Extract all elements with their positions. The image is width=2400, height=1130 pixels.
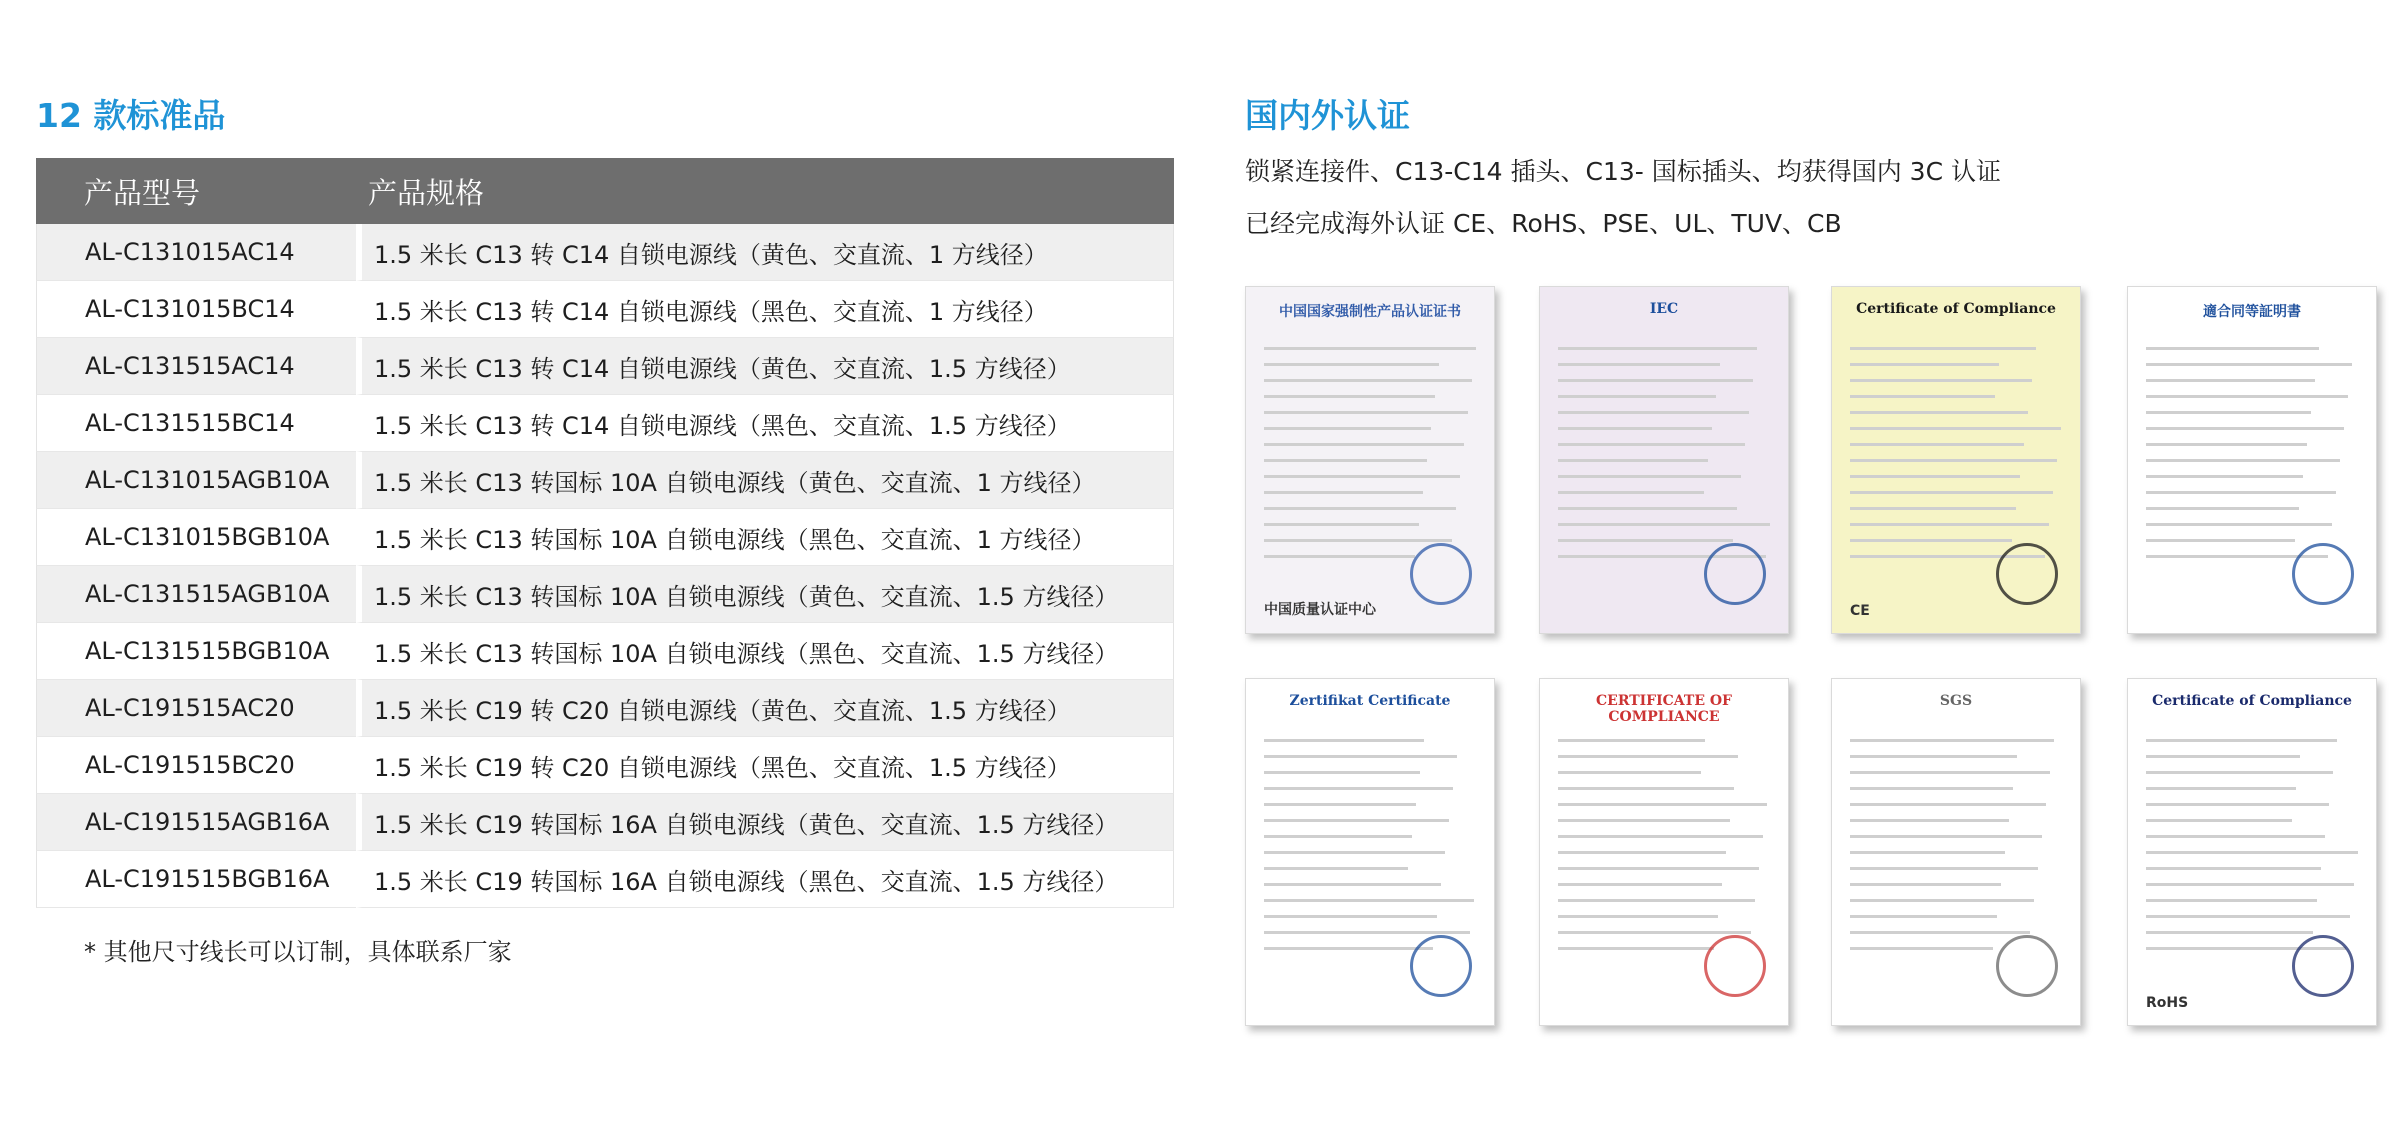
- certificate-text-line: [1558, 523, 1770, 526]
- certificate-text-line: [1850, 507, 2016, 510]
- certificate-text-line: [1850, 363, 1999, 366]
- table-row: [36, 623, 1174, 680]
- certificate-text-line: [1264, 363, 1439, 366]
- certificate-text-line: [1850, 379, 2032, 382]
- certificate-text-line: [1558, 411, 1749, 414]
- certificate-text-line: [2146, 819, 2292, 822]
- certificate-seal-icon: [1410, 543, 1472, 605]
- certificate-heading: 中国国家强制性产品认证证书: [1279, 304, 1461, 320]
- certificate-text-line: [2146, 931, 2313, 934]
- product-model-cell: AL-C191515BGB16A: [36, 851, 356, 908]
- iec-cb-certificate: [1539, 286, 1789, 634]
- certificate-text-line: [1264, 851, 1445, 854]
- table-row: [36, 395, 1174, 452]
- certificate-text-line: [1264, 883, 1441, 886]
- certificate-seal-icon: [2292, 543, 2354, 605]
- certificate-text-line: [1264, 427, 1431, 430]
- footnote: * 其他尺寸线长可以订制，具体联系厂家: [84, 938, 512, 966]
- product-spec-cell: 1.5 米长 C13 转国标 10A 自锁电源线（黄色、交直流、1.5 方线径）: [356, 566, 1174, 623]
- certificate-text-line: [1558, 475, 1741, 478]
- pse-certificate: [2127, 286, 2377, 634]
- product-spec-cell: 1.5 米长 C13 转 C14 自锁电源线（黑色、交直流、1.5 方线径）: [356, 395, 1174, 452]
- certificate-text-line: [1264, 803, 1416, 806]
- table-row: [36, 851, 1174, 908]
- certificate-footer: 中国质量认证中心: [1264, 602, 1376, 618]
- certificate-text-line: [2146, 459, 2340, 462]
- certificate-text-line: [1558, 443, 1745, 446]
- product-model-cell: AL-C131515BGB10A: [36, 623, 356, 680]
- certificate-text-line: [1558, 755, 1738, 758]
- table-row: [36, 452, 1174, 509]
- certificate-text-line: [1264, 523, 1419, 526]
- certificate-text-line: [1264, 491, 1423, 494]
- certificate-text-line: [1558, 915, 1718, 918]
- certificate-seal-icon: [1704, 935, 1766, 997]
- certificate-seal-icon: [1996, 543, 2058, 605]
- product-spec-cell: 1.5 米长 C19 转 C20 自锁电源线（黄色、交直流、1.5 方线径）: [356, 680, 1174, 737]
- certificate-text-line: [1850, 787, 2013, 790]
- certificate-text-line: [2146, 363, 2352, 366]
- sgs-rohs-certificate: [1831, 678, 2081, 1026]
- ccc-certificate: [1245, 286, 1495, 634]
- certificate-text-line: [2146, 347, 2319, 350]
- description-line-1: 锁紧连接件、C13-C14 插头、C13- 国标插头、均获得国内 3C 认证: [1245, 157, 2001, 186]
- certificate-text-line: [2146, 771, 2333, 774]
- certificate-text-line: [1264, 947, 1433, 950]
- certificate-text-line: [1558, 787, 1734, 790]
- certificate-text-line: [1264, 507, 1456, 510]
- certificate-text-line: [1558, 427, 1712, 430]
- certificate-text-line: [1850, 427, 2061, 430]
- certificate-text-line: [2146, 395, 2348, 398]
- rohs-certificate: [2127, 678, 2377, 1026]
- certificate-text-line: [1850, 915, 1997, 918]
- certificate-footer: CE: [1850, 603, 1870, 619]
- section-title: 国内外认证: [1245, 96, 1410, 135]
- product-spec-cell: 1.5 米长 C13 转国标 10A 自锁电源线（黑色、交直流、1.5 方线径）: [356, 623, 1174, 680]
- certificate-text-line: [1850, 347, 2036, 350]
- product-model-cell: AL-C131515AGB10A: [36, 566, 356, 623]
- certificate-text-line: [1850, 459, 2057, 462]
- bst-ce-certificate: [1831, 286, 2081, 634]
- standard-products-section: [36, 96, 1174, 967]
- certificate-text-line: [2146, 523, 2332, 526]
- certificate-text-line: [1558, 459, 1708, 462]
- product-model-cell: AL-C131015AC14: [36, 224, 356, 281]
- certificate-text-line: [1558, 803, 1767, 806]
- certificate-text-line: [1850, 931, 2030, 934]
- certificate-seal-icon: [2292, 935, 2354, 997]
- product-spec-cell: 1.5 米长 C19 转国标 16A 自锁电源线（黄色、交直流、1.5 方线径）: [356, 794, 1174, 851]
- table-header-row: [36, 158, 1174, 224]
- certificate-text-line: [1850, 755, 2017, 758]
- certificate-text-line: [2146, 491, 2336, 494]
- certificate-text-line: [1850, 819, 2009, 822]
- certificate-text-line: [1264, 771, 1420, 774]
- certificate-text-line: [1264, 475, 1460, 478]
- table-row: [36, 794, 1174, 851]
- certificate-text-line: [1558, 491, 1704, 494]
- certificate-heading: CERTIFICATE OF COMPLIANCE: [1596, 693, 1732, 725]
- table-row: [36, 281, 1174, 338]
- certificate-heading: Certificate of Compliance: [2152, 693, 2352, 709]
- table-row: [36, 680, 1174, 737]
- certificate-heading: Zertifikat Certificate: [1289, 693, 1451, 709]
- certificate-heading: 適合同等証明書: [2203, 304, 2301, 320]
- certificate-text-line: [2146, 915, 2350, 918]
- certificate-text-line: [1264, 899, 1474, 902]
- certificate-text-line: [1264, 411, 1468, 414]
- certificate-text-line: [1264, 819, 1449, 822]
- product-model-cell: AL-C191515AGB16A: [36, 794, 356, 851]
- product-spec-cell: 1.5 米长 C13 转国标 10A 自锁电源线（黑色、交直流、1 方线径）: [356, 509, 1174, 566]
- product-spec-cell: 1.5 米长 C13 转 C14 自锁电源线（黄色、交直流、1 方线径）: [356, 224, 1174, 281]
- certificate-text-line: [1264, 739, 1424, 742]
- certificate-text-line: [2146, 411, 2311, 414]
- certificate-heading: Certificate of Compliance: [1856, 301, 2056, 317]
- certificate-text-line: [1264, 915, 1437, 918]
- certificate-text-line: [2146, 427, 2344, 430]
- certificate-text-line: [1264, 539, 1452, 542]
- certificate-text-line: [2146, 379, 2315, 382]
- certificate-text-line: [2146, 787, 2296, 790]
- certificate-text-line: [1558, 379, 1753, 382]
- certificate-heading: IEC: [1649, 301, 1679, 317]
- product-spec-table: [36, 158, 1174, 908]
- certificate-text-line: [1850, 899, 2034, 902]
- certificate-text-line: [1850, 835, 2042, 838]
- certificate-text-line: [1264, 755, 1457, 758]
- section-title: 12 款标准品: [36, 96, 226, 135]
- product-spec-cell: 1.5 米长 C13 转国标 10A 自锁电源线（黄色、交直流、1 方线径）: [356, 452, 1174, 509]
- product-model-cell: AL-C191515BC20: [36, 737, 356, 794]
- certificate-text-line: [1558, 539, 1733, 542]
- table-row: [36, 224, 1174, 281]
- certificate-text-line: [1558, 347, 1757, 350]
- product-spec-cell: 1.5 米长 C13 转 C14 自锁电源线（黄色、交直流、1.5 方线径）: [356, 338, 1174, 395]
- description-line-2: 已经完成海外认证 CE、RoHS、PSE、UL、TUV、CB: [1245, 209, 1842, 238]
- table-row: [36, 737, 1174, 794]
- tuv-certificate: [1245, 678, 1495, 1026]
- certificate-text-line: [1558, 835, 1763, 838]
- certificate-text-line: [1558, 867, 1759, 870]
- certificate-text-line: [2146, 835, 2325, 838]
- certificate-text-line: [1850, 771, 2050, 774]
- product-spec-cell: 1.5 米长 C13 转 C14 自锁电源线（黑色、交直流、1 方线径）: [356, 281, 1174, 338]
- certificate-text-line: [2146, 883, 2354, 886]
- certificate-seal-icon: [1410, 935, 1472, 997]
- certificate-text-line: [1558, 771, 1701, 774]
- product-spec-cell: 1.5 米长 C19 转国标 16A 自锁电源线（黑色、交直流、1.5 方线径）: [356, 851, 1174, 908]
- certificate-text-line: [1558, 395, 1716, 398]
- certificate-text-line: [2146, 755, 2300, 758]
- certificate-seal-icon: [1996, 935, 2058, 997]
- certificate-text-line: [1558, 739, 1705, 742]
- certificate-text-line: [1264, 443, 1464, 446]
- certificate-footer: RoHS: [2146, 995, 2189, 1011]
- certificate-text-line: [2146, 507, 2299, 510]
- certificate-text-line: [1264, 459, 1427, 462]
- certificate-text-line: [1850, 947, 1993, 950]
- certificate-text-line: [1558, 883, 1722, 886]
- certificate-text-line: [1850, 539, 2012, 542]
- certificate-text-line: [1850, 475, 2020, 478]
- certificate-text-line: [1850, 739, 2054, 742]
- certificate-text-line: [1558, 851, 1726, 854]
- certificate-text-line: [1850, 867, 2038, 870]
- certificate-text-line: [1558, 947, 1714, 950]
- certificate-text-line: [1264, 931, 1470, 934]
- certificate-text-line: [2146, 899, 2317, 902]
- product-model-cell: AL-C131515BC14: [36, 395, 356, 452]
- certificate-text-line: [2146, 739, 2337, 742]
- certificate-text-line: [2146, 851, 2358, 854]
- product-model-cell: AL-C131515AC14: [36, 338, 356, 395]
- certificate-text-line: [1850, 395, 1995, 398]
- certificate-text-line: [1558, 363, 1720, 366]
- product-model-cell: AL-C131015AGB10A: [36, 452, 356, 509]
- certificate-text-line: [1264, 555, 1415, 558]
- certificate-heading: SGS: [1939, 693, 1973, 709]
- certificate-text-line: [2146, 539, 2295, 542]
- certificate-text-line: [1850, 443, 2024, 446]
- table-row: [36, 338, 1174, 395]
- certificate-text-line: [1264, 835, 1412, 838]
- certificate-seal-icon: [1704, 543, 1766, 605]
- certificate-text-line: [2146, 867, 2321, 870]
- certificate-text-line: [2146, 803, 2329, 806]
- certification-description: [1245, 146, 2385, 250]
- certificate-text-line: [2146, 475, 2303, 478]
- ul-certificate: [1539, 678, 1789, 1026]
- product-model-cell: AL-C131015BGB10A: [36, 509, 356, 566]
- certificate-text-line: [1264, 787, 1453, 790]
- header-spec: 产品规格: [356, 158, 1174, 224]
- certificate-text-line: [1850, 883, 2001, 886]
- certificate-text-line: [1850, 491, 2053, 494]
- certificate-text-line: [1558, 931, 1751, 934]
- certificate-text-line: [1850, 803, 2046, 806]
- product-spec-cell: 1.5 米长 C19 转 C20 自锁电源线（黑色、交直流、1.5 方线径）: [356, 737, 1174, 794]
- table-row: [36, 509, 1174, 566]
- certificate-text-line: [1264, 347, 1476, 350]
- certificate-text-line: [1558, 899, 1755, 902]
- certificate-text-line: [2146, 443, 2307, 446]
- certificate-text-line: [1558, 819, 1730, 822]
- certificate-text-line: [1850, 411, 2028, 414]
- certificate-text-line: [1264, 379, 1472, 382]
- certificate-text-line: [1264, 867, 1408, 870]
- product-model-cell: AL-C131015BC14: [36, 281, 356, 338]
- certification-section: [1245, 96, 2385, 1011]
- certificate-text-line: [1558, 507, 1737, 510]
- certificate-text-line: [1850, 523, 2049, 526]
- certificate-gallery: [1245, 286, 2385, 1011]
- certificate-text-line: [1264, 395, 1435, 398]
- table-row: [36, 566, 1174, 623]
- product-model-cell: AL-C191515AC20: [36, 680, 356, 737]
- header-model: 产品型号: [36, 158, 356, 224]
- certificate-text-line: [1850, 851, 2005, 854]
